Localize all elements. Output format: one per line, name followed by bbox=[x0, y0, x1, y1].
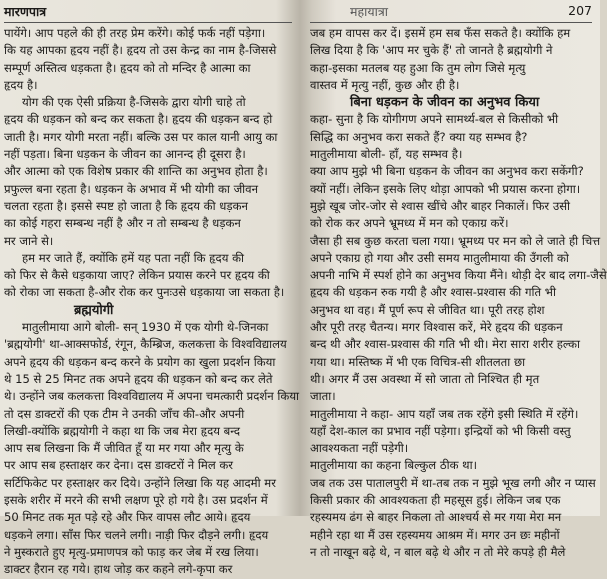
text-line: मातुलीमाया आगे बोली- सन् 1930 में एक योगी थे-जिनका bbox=[22, 320, 269, 335]
text-line: को रोक कर अपने भ्रूमध्य में मन को एकाग्र करें। bbox=[310, 216, 509, 231]
text-line: 'ब्रह्मयोगी' था-आक्सफोर्ड, रंगून, कैम्ब्रिज, कलकत्ता के विश्वविद्यालय bbox=[4, 337, 287, 352]
text-line: नहीं पड़ता। बिना धड़कन के जीवन का आनन्द ही दूसरा है। bbox=[4, 147, 246, 162]
text-line: जैसा ही सब कुछ करता चला गया। भ्रूमध्य पर मन को ले जाते ही चित्त bbox=[310, 233, 601, 248]
text-line: सर्टिफिकेट पर हस्ताक्षर कर दिये। उन्होंने लिखा कि यह आदमी मर bbox=[4, 475, 276, 490]
running-title: मारणपात्र bbox=[4, 4, 47, 19]
text-line: कहा- सुना है कि योगीगण अपने सामर्थ्य-बल से किसीको भी bbox=[310, 112, 559, 127]
right-page bbox=[306, 0, 607, 559]
text-line: हृदय है। bbox=[4, 77, 38, 92]
text-line: मातुलीमाया का कहना बिल्कुल ठीक था। bbox=[310, 458, 477, 473]
text-line: जब हम वापस कर दें। इसमें हम सब फँस सकते है। क्योंकि हम bbox=[310, 26, 571, 40]
right-page-text bbox=[306, 23, 607, 561]
left-page-text bbox=[0, 23, 300, 579]
left-page bbox=[0, 0, 300, 577]
text-line: आप सब लिखना कि मैं जीवित हूँ या मर गया और मृत्यु के bbox=[4, 441, 244, 456]
text-line: महीने रहा था मैं उस रहस्यमय आश्रम में। मगर उन छः महीनों bbox=[310, 527, 560, 542]
text-line: जाता। bbox=[310, 389, 336, 404]
text-line: गया था। मस्तिष्क में भी एक विचित्र-सी शीतलता छा bbox=[310, 354, 526, 369]
text-line: प्रफुल्ल बना रहता है। धड़कन के अभाव में भी योगी का जीवन bbox=[4, 181, 259, 196]
text-line: अपनी नाभि में स्पर्श होने का अनुभव किया मैंने। थोड़ी देर बाद लगा-जैसे bbox=[310, 268, 607, 283]
text-line: जब तक उस पातालपुरी में था-तब तक न मुझे भूख लगी और न प्यास bbox=[310, 475, 596, 490]
text-line: हृदय की धड़कन रुक गयी है और श्वास-प्रश्वास की गति भी bbox=[310, 285, 556, 300]
text-line: किसी प्रकार की आवश्यकता ही महसूस हुई। लेकिन जब एक bbox=[310, 493, 561, 508]
text-line: कि यह आपका हृदय नहीं है। हृदय तो उस केन्द्र का नाम है-जिससे bbox=[4, 43, 277, 58]
text-line: पायेंगे। आप पहले की ही तरह प्रेम करेंगे। कोई फर्क नहीं पड़ेगा। bbox=[4, 26, 266, 40]
text-line: रहस्यमय ढंग से बाहर निकला तो आश्चर्य से मर गया मेरा मन bbox=[310, 510, 562, 525]
text-line: थे। उन्होंने जब कलकत्ता विश्वविद्यालय में अपना चमत्कारी प्रदर्शन किया bbox=[4, 389, 300, 404]
text-line: यहाँ देश-काल का प्रभाव नहीं पड़ेगा। इन्द्रियों को भी किसी वस्तु bbox=[310, 423, 571, 438]
text-line: कहा-इसका मतलब यह हुआ कि तुम लोग जिसे मृत्यु bbox=[310, 60, 526, 75]
text-line: इसके शरीर में मरने की सभी लक्षण पूरे हो गये है। उस प्रदर्शन में bbox=[4, 493, 268, 508]
text-line: और पूरी तरह चैतन्य। मगर विश्वास करें, मेरे हृदय की धड़कन bbox=[310, 320, 563, 335]
right-page-header bbox=[310, 0, 592, 23]
text-line: क्यों नहीं। लेकिन इसके लिए थोड़ा आपको भी प्रयास करना होगा। bbox=[310, 181, 581, 196]
text-line: को फिर से कैसे धड़काया जाए? लेकिन प्रयास करने पर हृदय की bbox=[4, 268, 270, 283]
text-line: वास्तव में मृत्यु नहीं, कुछ और ही है। bbox=[310, 77, 460, 92]
text-line: थे 15 से 25 मिनट तक अपने हृदय की धड़कन को बन्द कर लेते bbox=[4, 371, 273, 386]
text-line: 50 मिनट तक मृत पड़े रहे और फिर वापस लौट आये। हृदय bbox=[4, 510, 251, 525]
text-line: पर आप सब हस्ताक्षर कर देना। दस डाक्टरों ने मिल कर bbox=[4, 458, 234, 473]
text-line: तो दस डाक्टरों की एक टीम ने उनकी जाँच की-और अपनी bbox=[4, 406, 245, 421]
text-line: मुझे खूब जोर-जोर से श्वास खींचे और बाहर निकालें। फिर उसी bbox=[310, 198, 571, 213]
text-line: धड़कने लगा। साँस फिर चलने लगी। नाड़ी फिर दौड़ने लगी। हृदय bbox=[4, 527, 269, 542]
text-line: डाक्टर हैरान रह गये। हाथ जोड़ कर कहने लगे-कृपा कर bbox=[4, 562, 233, 577]
running-title-faded: महायात्रा bbox=[350, 4, 388, 19]
text-line: मातुलीमाया ने कहा- आप यहाँ जब तक रहेंगे इसी स्थिति में रहेंगे। bbox=[310, 406, 579, 421]
text-line: ने मुस्कराते हुए मृत्यु-प्रमाणपत्र को फाड़ कर जेब में रख लिया। bbox=[4, 544, 259, 559]
left-page-header bbox=[4, 0, 292, 23]
text-line: सिद्धि का अनुभव करा सकते हैं? क्या यह सम्भव है? bbox=[310, 129, 528, 144]
text-line: चलता रहता है। इससे स्पष्ट हो जाता है कि हृदय की धड़कन bbox=[4, 198, 248, 213]
text-line: थी। अगर मैं उस अवस्था में सो जाता तो निश्चित ही मृत bbox=[310, 371, 540, 386]
text-line: सम्पूर्ण अस्तित्व धड़कता है। हृदय को तो मन्दिर है आत्मा का bbox=[4, 60, 251, 75]
text-line: मातुलीमाया बोली- हाँ, यह सम्भव है। bbox=[310, 147, 463, 162]
text-line: अपने एकाग्र हो गया और उसी समय मातुलीमाया की उँगली को bbox=[310, 250, 569, 265]
text-line: बन्द थी और श्वास-प्रश्वास की गति भी थी। मेरा सारा शरीर हल्का bbox=[310, 337, 581, 352]
text-line: और आत्मा को एक विशेष प्रकार की शान्ति का अनुभव होता है। bbox=[4, 164, 268, 179]
text-line: अपने हृदय की धड़कन बन्द करने के प्रयोग का खुला प्रदर्शन किया bbox=[4, 354, 276, 369]
text-line: योग की एक ऐसी प्रक्रिया है-जिसके द्वारा योगी चाहे तो bbox=[22, 95, 246, 110]
text-line: को रोका जा सकता है-और रोक कर पुनःउसे धड़काया जा सकता है। bbox=[4, 285, 285, 300]
text-line: क्या आप मुझे भी बिना धड़कन के जीवन का अनुभव करा सकेंगी? bbox=[310, 164, 584, 179]
text-line: का कोई गहरा सम्बन्ध नहीं है और न तो सम्बन्ध है धड़कन bbox=[4, 216, 241, 231]
text-line: अनुभव था वह। मैं पूर्ण रूप से जीवित था। पूरी तरह होश bbox=[310, 302, 545, 317]
text-line: हम मर जाते हैं, क्योंकि हमें यह पता नहीं कि हृदय की bbox=[22, 250, 245, 265]
section-heading: बिना धड़कन के जीवन का अनुभव किया bbox=[350, 95, 540, 111]
text-line: हृदय की धड़कन को बन्द कर सकता है। हृदय की धड़कन बन्द हो bbox=[4, 112, 273, 127]
page-number: 207 bbox=[568, 3, 592, 18]
text-line: मर जाने से। bbox=[4, 233, 54, 248]
text-line: न तो नाखून बढ़े थे, न बाल बढ़े थे और न तो मेरे कपड़े ही मैले bbox=[310, 544, 566, 559]
text-line: लिखी-क्योंकि ब्रह्मयोगी ने कहा था कि जब मेरा हृदय बन्द bbox=[4, 423, 241, 438]
section-heading: ब्रह्मयोगी bbox=[74, 302, 114, 318]
text-line: जाती है। मगर योगी मरता नहीं। बल्कि उस पर काल यानी आयु का bbox=[4, 129, 278, 144]
text-line: लिख दिया है कि 'आप मर चुके हैं' तो जानते है ब्रह्मयोगी ने bbox=[310, 43, 553, 58]
text-line: आवश्यकता नहीं पड़ेगी। bbox=[310, 441, 409, 456]
